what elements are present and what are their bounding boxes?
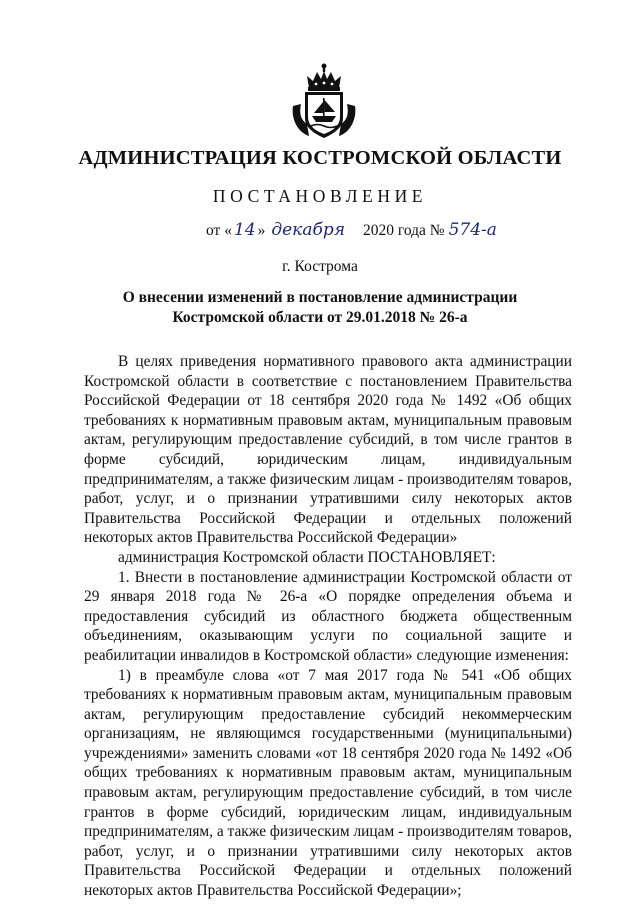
date-year: 2020 года № <box>362 222 445 239</box>
city: г. Кострома <box>282 258 358 275</box>
date-day-suffix: » <box>257 222 266 239</box>
organization-title: АДМИНИСТРАЦИЯ КОСТРОМСКОЙ ОБЛАСТИ <box>78 147 562 169</box>
document-subject: О внесении изменений в постановление администрации Костромской области от 29.01.2018 № 26-а <box>122 289 518 326</box>
body-paragraph: администрация Костромской области ПОСТАНОВЛЯЕТ: <box>118 548 496 566</box>
document-body <box>84 352 572 901</box>
date-month: декабря <box>271 220 345 240</box>
document-type: ПОСТАНОВЛЕНИЕ <box>212 186 428 206</box>
body-paragraph: 1) в преамбуле слова «от 7 мая 2017 года № 541 «Об общих требованиях к нормативным правовым актам, муниципальным правовым актам, регулирующим предоставление субсидий некоммерческим организациям, не являющимся государственными (муниципальными) учреждениями» заменить словами «от 18 сентября 2020 года № 1492 «Об общих требованиях к нормативным правовым актам, муниципальным правовым актам, регулирующим предоставление субсидий, в том числе грантов в форме субсидий, юридическим лицам, индивидуальным предпринимателям, а также физическим лицам - производителям товаров, работ, услуг, и о признании утратившими силу некоторых актов Правительства Российской Федерации и отдельных положений некоторых актов Правительства Российской Федерации»; <box>84 666 572 900</box>
document-number: 574-а <box>448 220 497 240</box>
date-line <box>206 220 497 240</box>
body-paragraph: 1. Внести в постановление администрации Костромской области от 29 января 2018 года № 26-а «О порядке определения объема и предоставления субсидий из областного бюджета общественным объединениям, оказывающим услуги по социальной защите и реабилитации инвалидов в Костромской области» следующие изменения: <box>84 568 572 664</box>
kostroma-coat-of-arms-icon <box>285 62 363 140</box>
body-paragraph: В целях приведения нормативного правового акта администрации Костромской области в соответствие с постановлением Правительства Российской Федерации от 18 сентября 2020 года № 1492 «Об общих требованиях к нормативным правовым актам, муниципальным правовым актам, регулирующим предоставление субсидий, в том числе грантов в форме субсидий, юридическим лицам, индивидуальным предпринимателям, а также физическим лицам - производителям товаров, работ, услуг, и о признании утратившими силу некоторых актов Правительства Российской Федерации и отдельных положений некоторых актов Правительства Российской Федерации» <box>84 353 572 547</box>
date-prefix: от « <box>206 222 232 239</box>
date-day: 14 <box>233 220 256 240</box>
